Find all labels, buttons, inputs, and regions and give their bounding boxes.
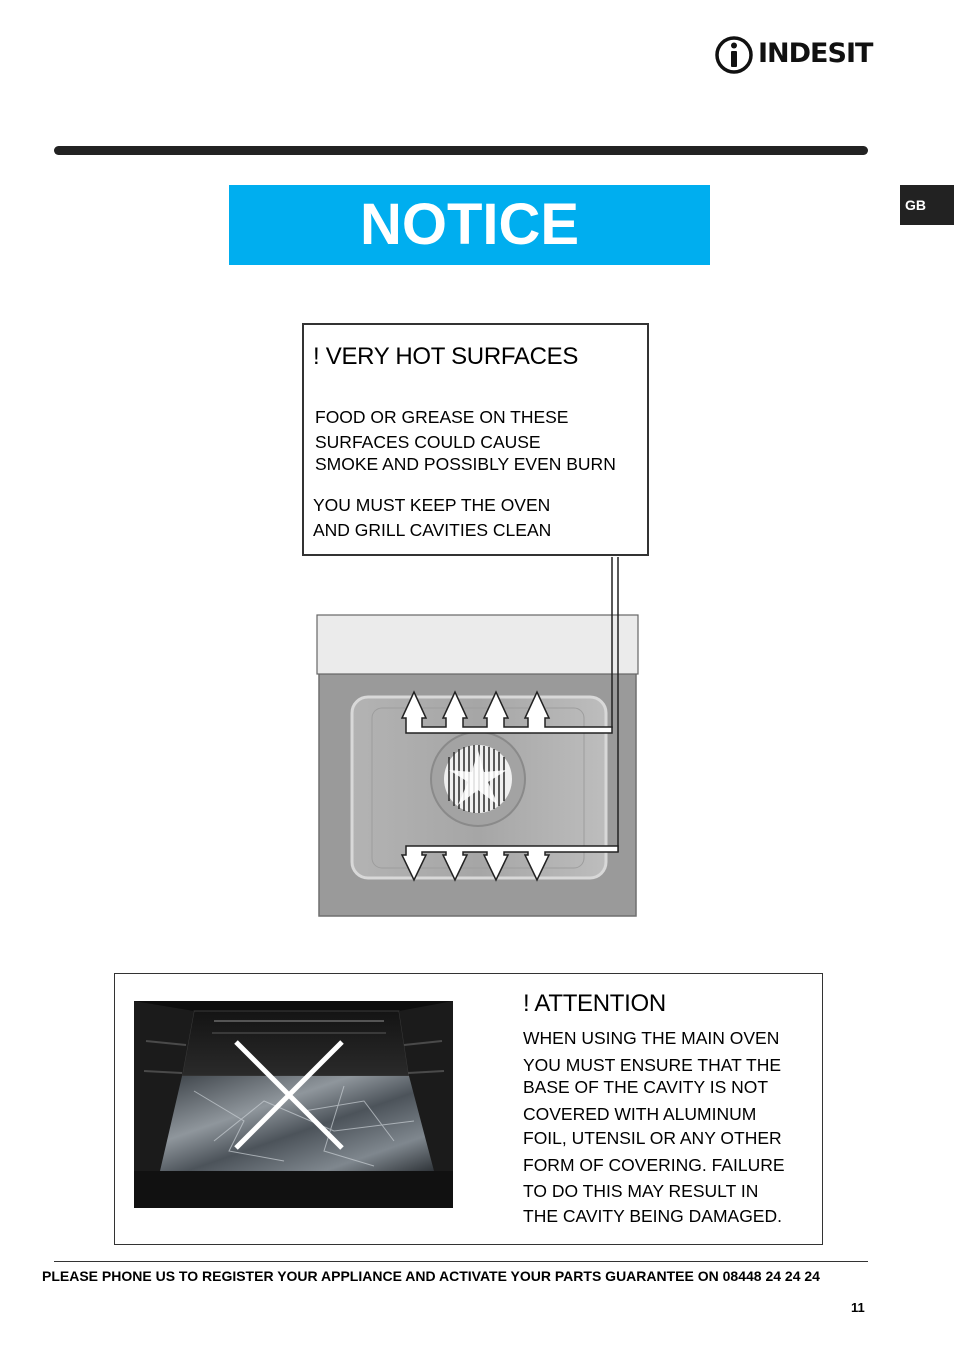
covered-cavity-photo (134, 1001, 453, 1208)
indesit-logo (714, 34, 874, 76)
indesit-logo-icon (714, 34, 754, 76)
attention-line: WHEN USING THE MAIN OVEN (523, 1028, 780, 1048)
attention-title: ! ATTENTION (523, 990, 666, 1017)
hot-surfaces-line: AND GRILL CAVITIES CLEAN (313, 520, 552, 540)
bottom-rule (54, 1261, 868, 1262)
fan-icon (431, 732, 525, 826)
page-number: 11 (851, 1300, 865, 1315)
top-rule (54, 146, 868, 155)
notice-banner: NOTICE (229, 185, 710, 265)
attention-line: BASE OF THE CAVITY IS NOT (523, 1077, 769, 1097)
hot-surfaces-line: YOU MUST KEEP THE OVEN (313, 495, 551, 515)
attention-line: THE CAVITY BEING DAMAGED. (523, 1206, 782, 1226)
oven-cavity-diagram (300, 555, 645, 925)
attention-line: FORM OF COVERING. FAILURE (523, 1155, 785, 1175)
attention-line: YOU MUST ENSURE THAT THE (523, 1055, 782, 1075)
registration-footer: PLEASE PHONE US TO REGISTER YOUR APPLIANCE AND ACTIVATE YOUR PARTS GUARANTEE ON 08448 24 24 24 (42, 1268, 820, 1284)
brand-name: INDESIT (758, 38, 873, 69)
language-tab: GB (900, 185, 954, 225)
hot-surfaces-line: SMOKE AND POSSIBLY EVEN BURN (315, 454, 616, 474)
hot-surfaces-line: SURFACES COULD CAUSE (315, 432, 541, 452)
hot-surfaces-line: FOOD OR GREASE ON THESE (315, 407, 569, 427)
attention-line: COVERED WITH ALUMINUM (523, 1104, 757, 1124)
hot-surfaces-title: ! VERY HOT SURFACES (313, 343, 579, 370)
attention-line: TO DO THIS MAY RESULT IN (523, 1181, 759, 1201)
attention-line: FOIL, UTENSIL OR ANY OTHER (523, 1128, 782, 1148)
